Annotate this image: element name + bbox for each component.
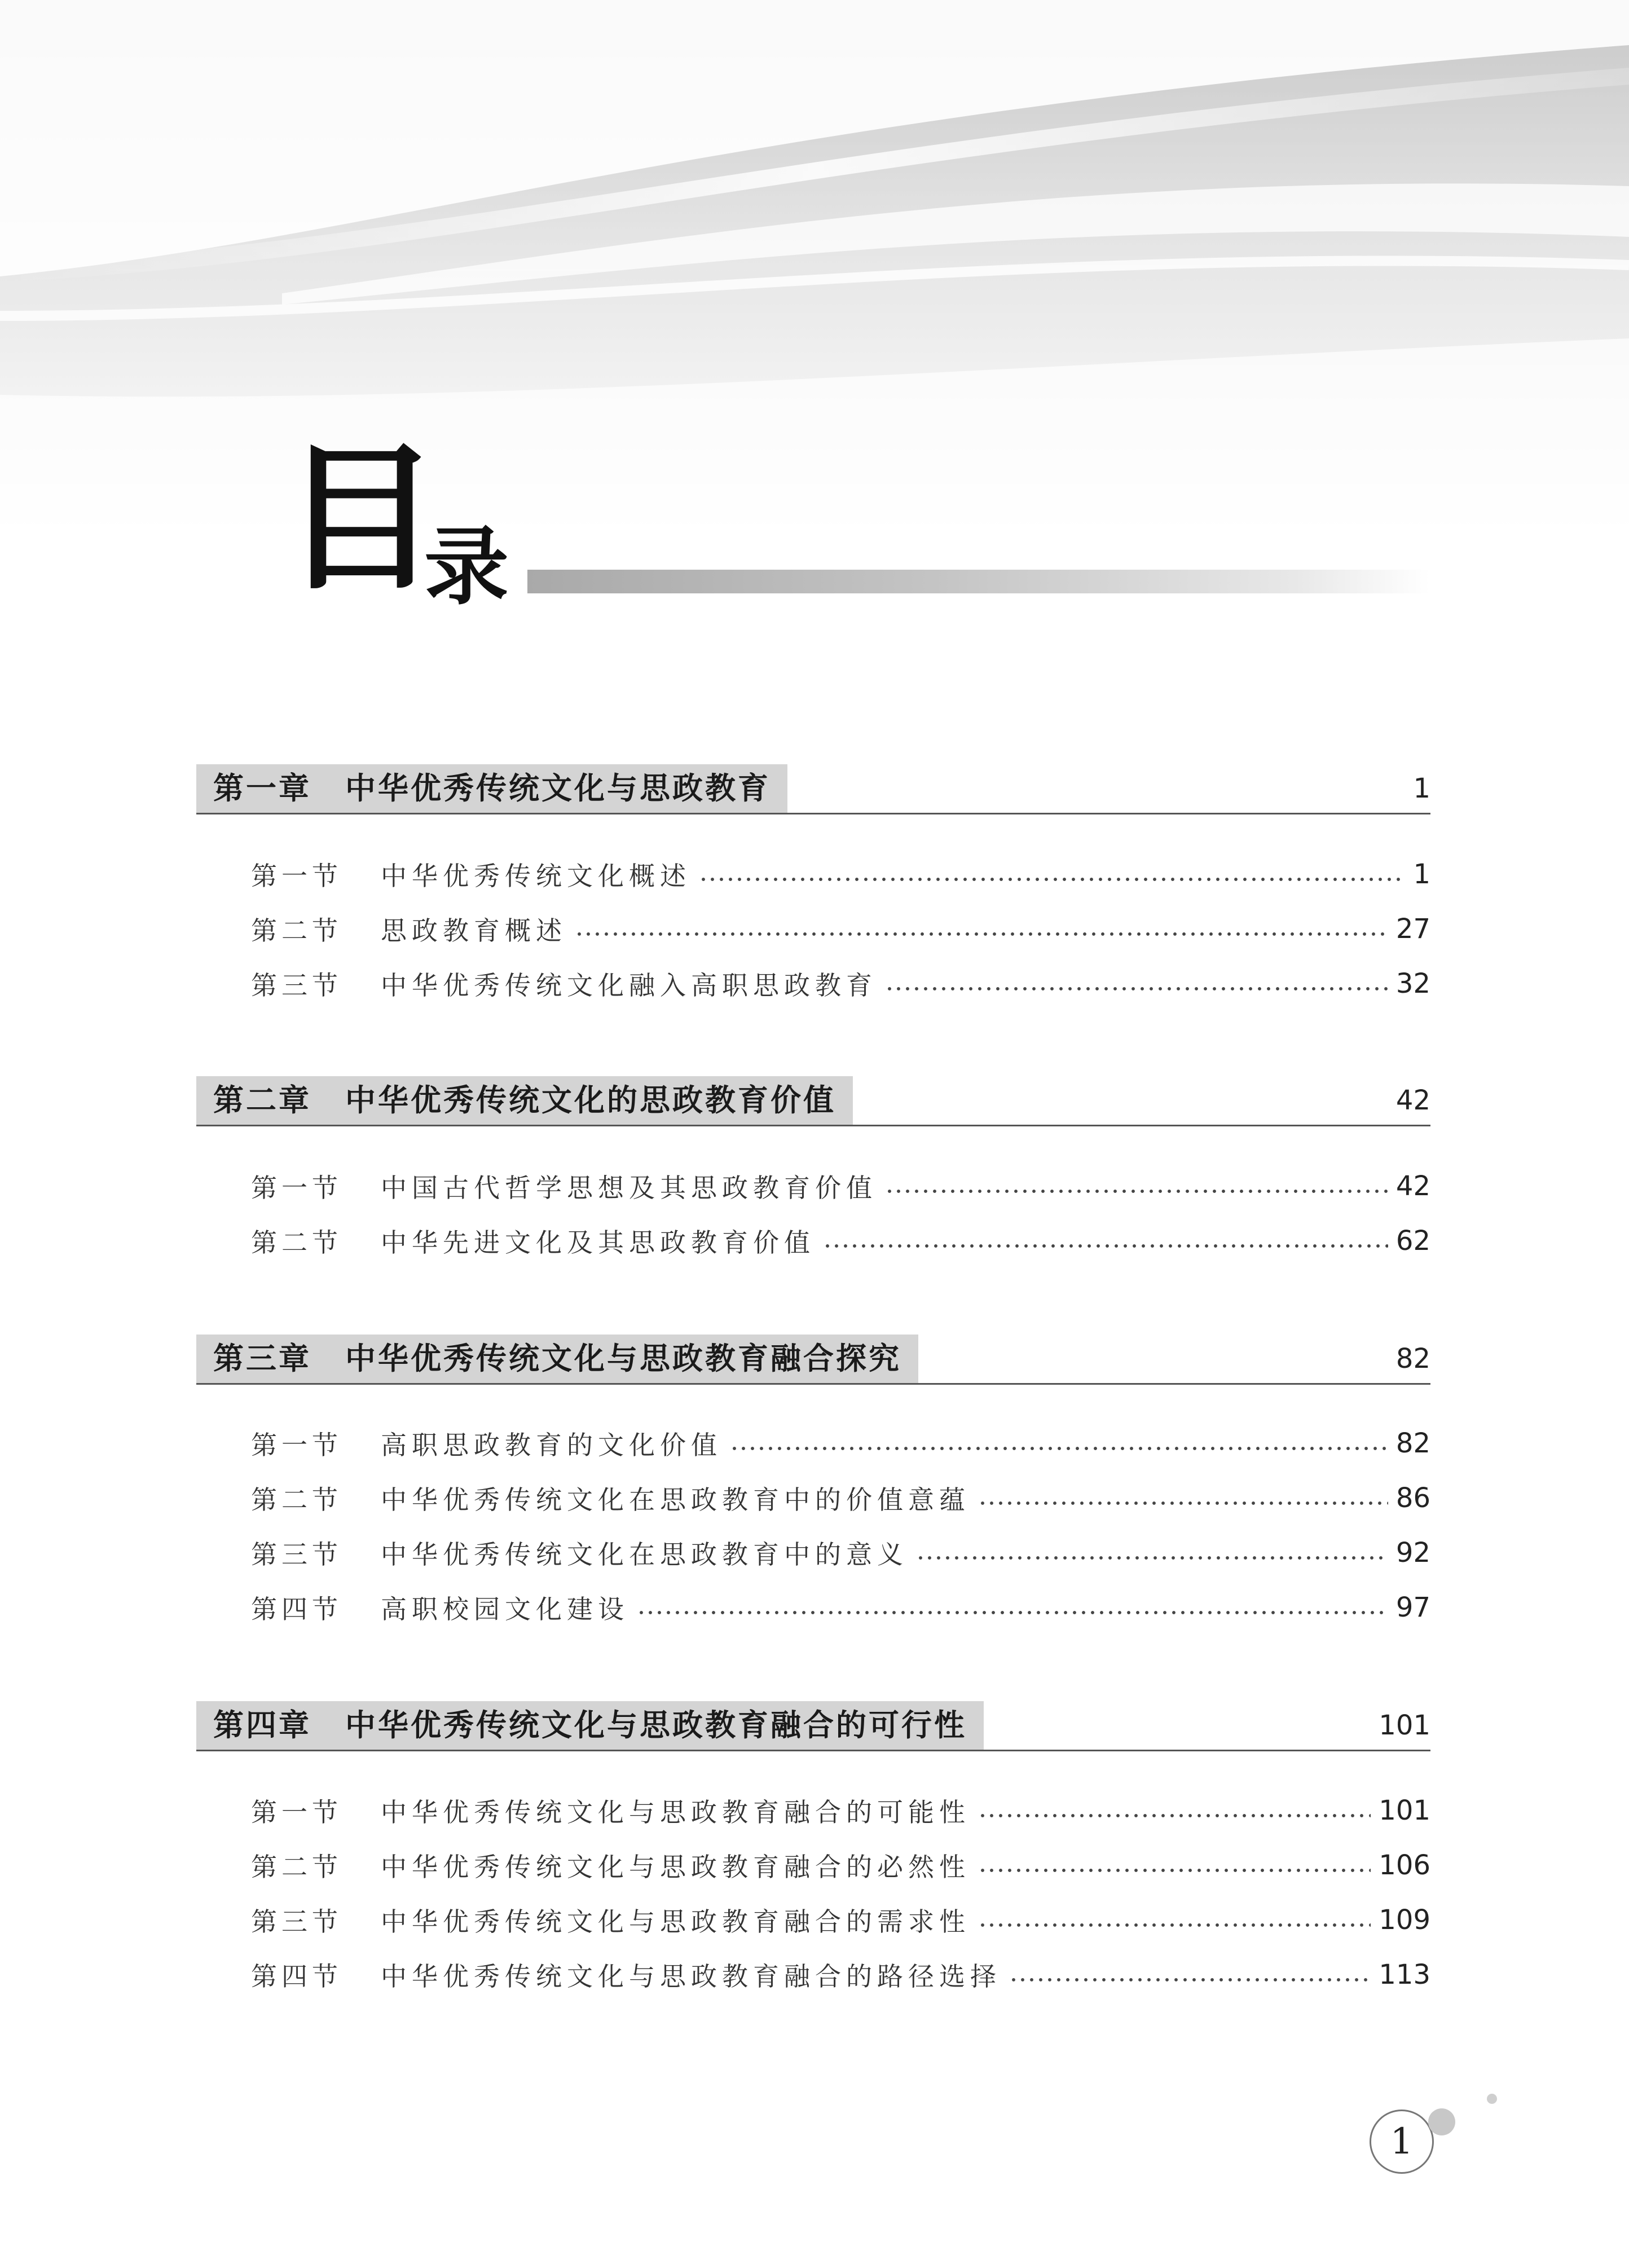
chapter-number: 第三章 bbox=[213, 1341, 311, 1376]
section-title: 高职校园文化建设 bbox=[381, 1594, 629, 1624]
section-page-number: 27 bbox=[1395, 913, 1430, 945]
section-number: 第二节 bbox=[251, 1485, 342, 1515]
section-number: 第三节 bbox=[251, 970, 342, 1001]
page-title-main: 目 bbox=[282, 426, 440, 611]
section-page-number: 82 bbox=[1395, 1428, 1430, 1459]
section-number: 第二节 bbox=[251, 1227, 342, 1258]
section-title: 中华优秀传统文化在思政教育中的意义 bbox=[381, 1539, 908, 1570]
section-page-number: 113 bbox=[1379, 1959, 1430, 1990]
section-number: 第二节 bbox=[251, 1852, 342, 1882]
section-number: 第一节 bbox=[251, 1173, 342, 1203]
chapter-title: 中华优秀传统文化与思政教育 bbox=[345, 770, 771, 806]
section-page-number: 86 bbox=[1395, 1482, 1430, 1514]
decorative-dot-small bbox=[1487, 2094, 1497, 2104]
dot-leader bbox=[823, 1243, 1388, 1249]
section-entry[interactable] bbox=[251, 1788, 1430, 1833]
section-number: 第一节 bbox=[251, 1430, 342, 1460]
chapter-page-number: 1 bbox=[1413, 773, 1430, 804]
section-page-number: 101 bbox=[1379, 1795, 1430, 1826]
section-title: 中华优秀传统文化与思政教育融合的路径选择 bbox=[381, 1961, 1001, 1992]
dot-leader bbox=[575, 931, 1388, 937]
section-entry[interactable] bbox=[251, 1421, 1430, 1466]
section-page-number: 109 bbox=[1379, 1904, 1430, 1936]
section-entry[interactable] bbox=[251, 1530, 1430, 1575]
section-entry[interactable] bbox=[251, 1218, 1430, 1263]
chapter-title: 中华优秀传统文化的思政教育价值 bbox=[345, 1082, 836, 1118]
section-page-number: 106 bbox=[1379, 1849, 1430, 1881]
decorative-dot-large bbox=[1428, 2108, 1455, 2135]
section-number: 第二节 bbox=[251, 915, 342, 946]
chapter-heading[interactable] bbox=[196, 764, 1430, 814]
chapter-label bbox=[196, 1335, 918, 1383]
chapter-page-number: 101 bbox=[1379, 1710, 1430, 1741]
title-underline-bar bbox=[527, 570, 1430, 593]
dot-leader bbox=[730, 1446, 1388, 1451]
chapter-label bbox=[196, 764, 787, 813]
section-title: 中华优秀传统文化与思政教育融合的可能性 bbox=[381, 1797, 970, 1827]
section-entry[interactable] bbox=[251, 1843, 1430, 1888]
section-number: 第一节 bbox=[251, 1797, 342, 1827]
chapter-label bbox=[196, 1701, 984, 1750]
chapter-title: 中华优秀传统文化与思政教育融合的可行性 bbox=[345, 1707, 967, 1743]
section-title: 中国古代哲学思想及其思政教育价值 bbox=[381, 1173, 877, 1203]
chapter-page-number: 42 bbox=[1395, 1085, 1430, 1116]
dot-leader bbox=[885, 986, 1388, 992]
dot-leader bbox=[699, 877, 1405, 882]
dot-leader bbox=[916, 1555, 1388, 1561]
section-page-number: 1 bbox=[1413, 858, 1430, 890]
chapter-label bbox=[196, 1076, 853, 1125]
chapter-heading[interactable] bbox=[196, 1076, 1430, 1126]
section-entry[interactable] bbox=[251, 1476, 1430, 1521]
chapter-number: 第二章 bbox=[213, 1082, 311, 1118]
chapter-page-number: 82 bbox=[1395, 1343, 1430, 1375]
chapter-number: 第四章 bbox=[213, 1707, 311, 1743]
dot-leader bbox=[637, 1610, 1388, 1615]
dot-leader bbox=[978, 1868, 1371, 1873]
section-number: 第四节 bbox=[251, 1961, 342, 1992]
section-title: 思政教育概述 bbox=[381, 915, 567, 946]
section-page-number: 42 bbox=[1395, 1170, 1430, 1202]
chapter-heading[interactable] bbox=[196, 1701, 1430, 1751]
section-entry[interactable] bbox=[251, 1585, 1430, 1630]
section-number: 第三节 bbox=[251, 1539, 342, 1570]
header-banner bbox=[0, 0, 1629, 553]
section-title: 中华优秀传统文化融入高职思政教育 bbox=[381, 970, 877, 1001]
page-number-badge: 1 bbox=[1370, 2110, 1434, 2174]
section-entry[interactable] bbox=[251, 1897, 1430, 1943]
section-entry[interactable] bbox=[251, 852, 1430, 897]
section-entry[interactable] bbox=[251, 906, 1430, 952]
section-page-number: 32 bbox=[1395, 968, 1430, 999]
dot-leader bbox=[978, 1922, 1371, 1928]
section-number: 第四节 bbox=[251, 1594, 342, 1624]
section-number: 第一节 bbox=[251, 861, 342, 891]
dot-leader bbox=[1009, 1977, 1371, 1983]
section-title: 中华先进文化及其思政教育价值 bbox=[381, 1227, 815, 1258]
section-entry[interactable] bbox=[251, 961, 1430, 1006]
section-entry[interactable] bbox=[251, 1164, 1430, 1209]
section-page-number: 97 bbox=[1395, 1592, 1430, 1623]
section-title: 中华优秀传统文化概述 bbox=[381, 861, 691, 891]
section-title: 高职思政教育的文化价值 bbox=[381, 1430, 722, 1460]
section-number: 第三节 bbox=[251, 1906, 342, 1937]
dot-leader bbox=[978, 1813, 1371, 1818]
dot-leader bbox=[885, 1188, 1388, 1194]
section-page-number: 62 bbox=[1395, 1225, 1430, 1257]
section-title: 中华优秀传统文化与思政教育融合的需求性 bbox=[381, 1906, 970, 1937]
banner-wave-graphic bbox=[0, 0, 1629, 553]
chapter-heading[interactable] bbox=[196, 1335, 1430, 1385]
section-title: 中华优秀传统文化与思政教育融合的必然性 bbox=[381, 1852, 970, 1882]
page-title-sub: 录 bbox=[424, 517, 509, 616]
dot-leader bbox=[978, 1500, 1388, 1506]
section-title: 中华优秀传统文化在思政教育中的价值意蕴 bbox=[381, 1485, 970, 1515]
section-entry[interactable] bbox=[251, 1952, 1430, 1997]
chapter-title: 中华优秀传统文化与思政教育融合探究 bbox=[345, 1341, 901, 1376]
section-page-number: 92 bbox=[1395, 1537, 1430, 1569]
chapter-number: 第一章 bbox=[213, 770, 311, 806]
